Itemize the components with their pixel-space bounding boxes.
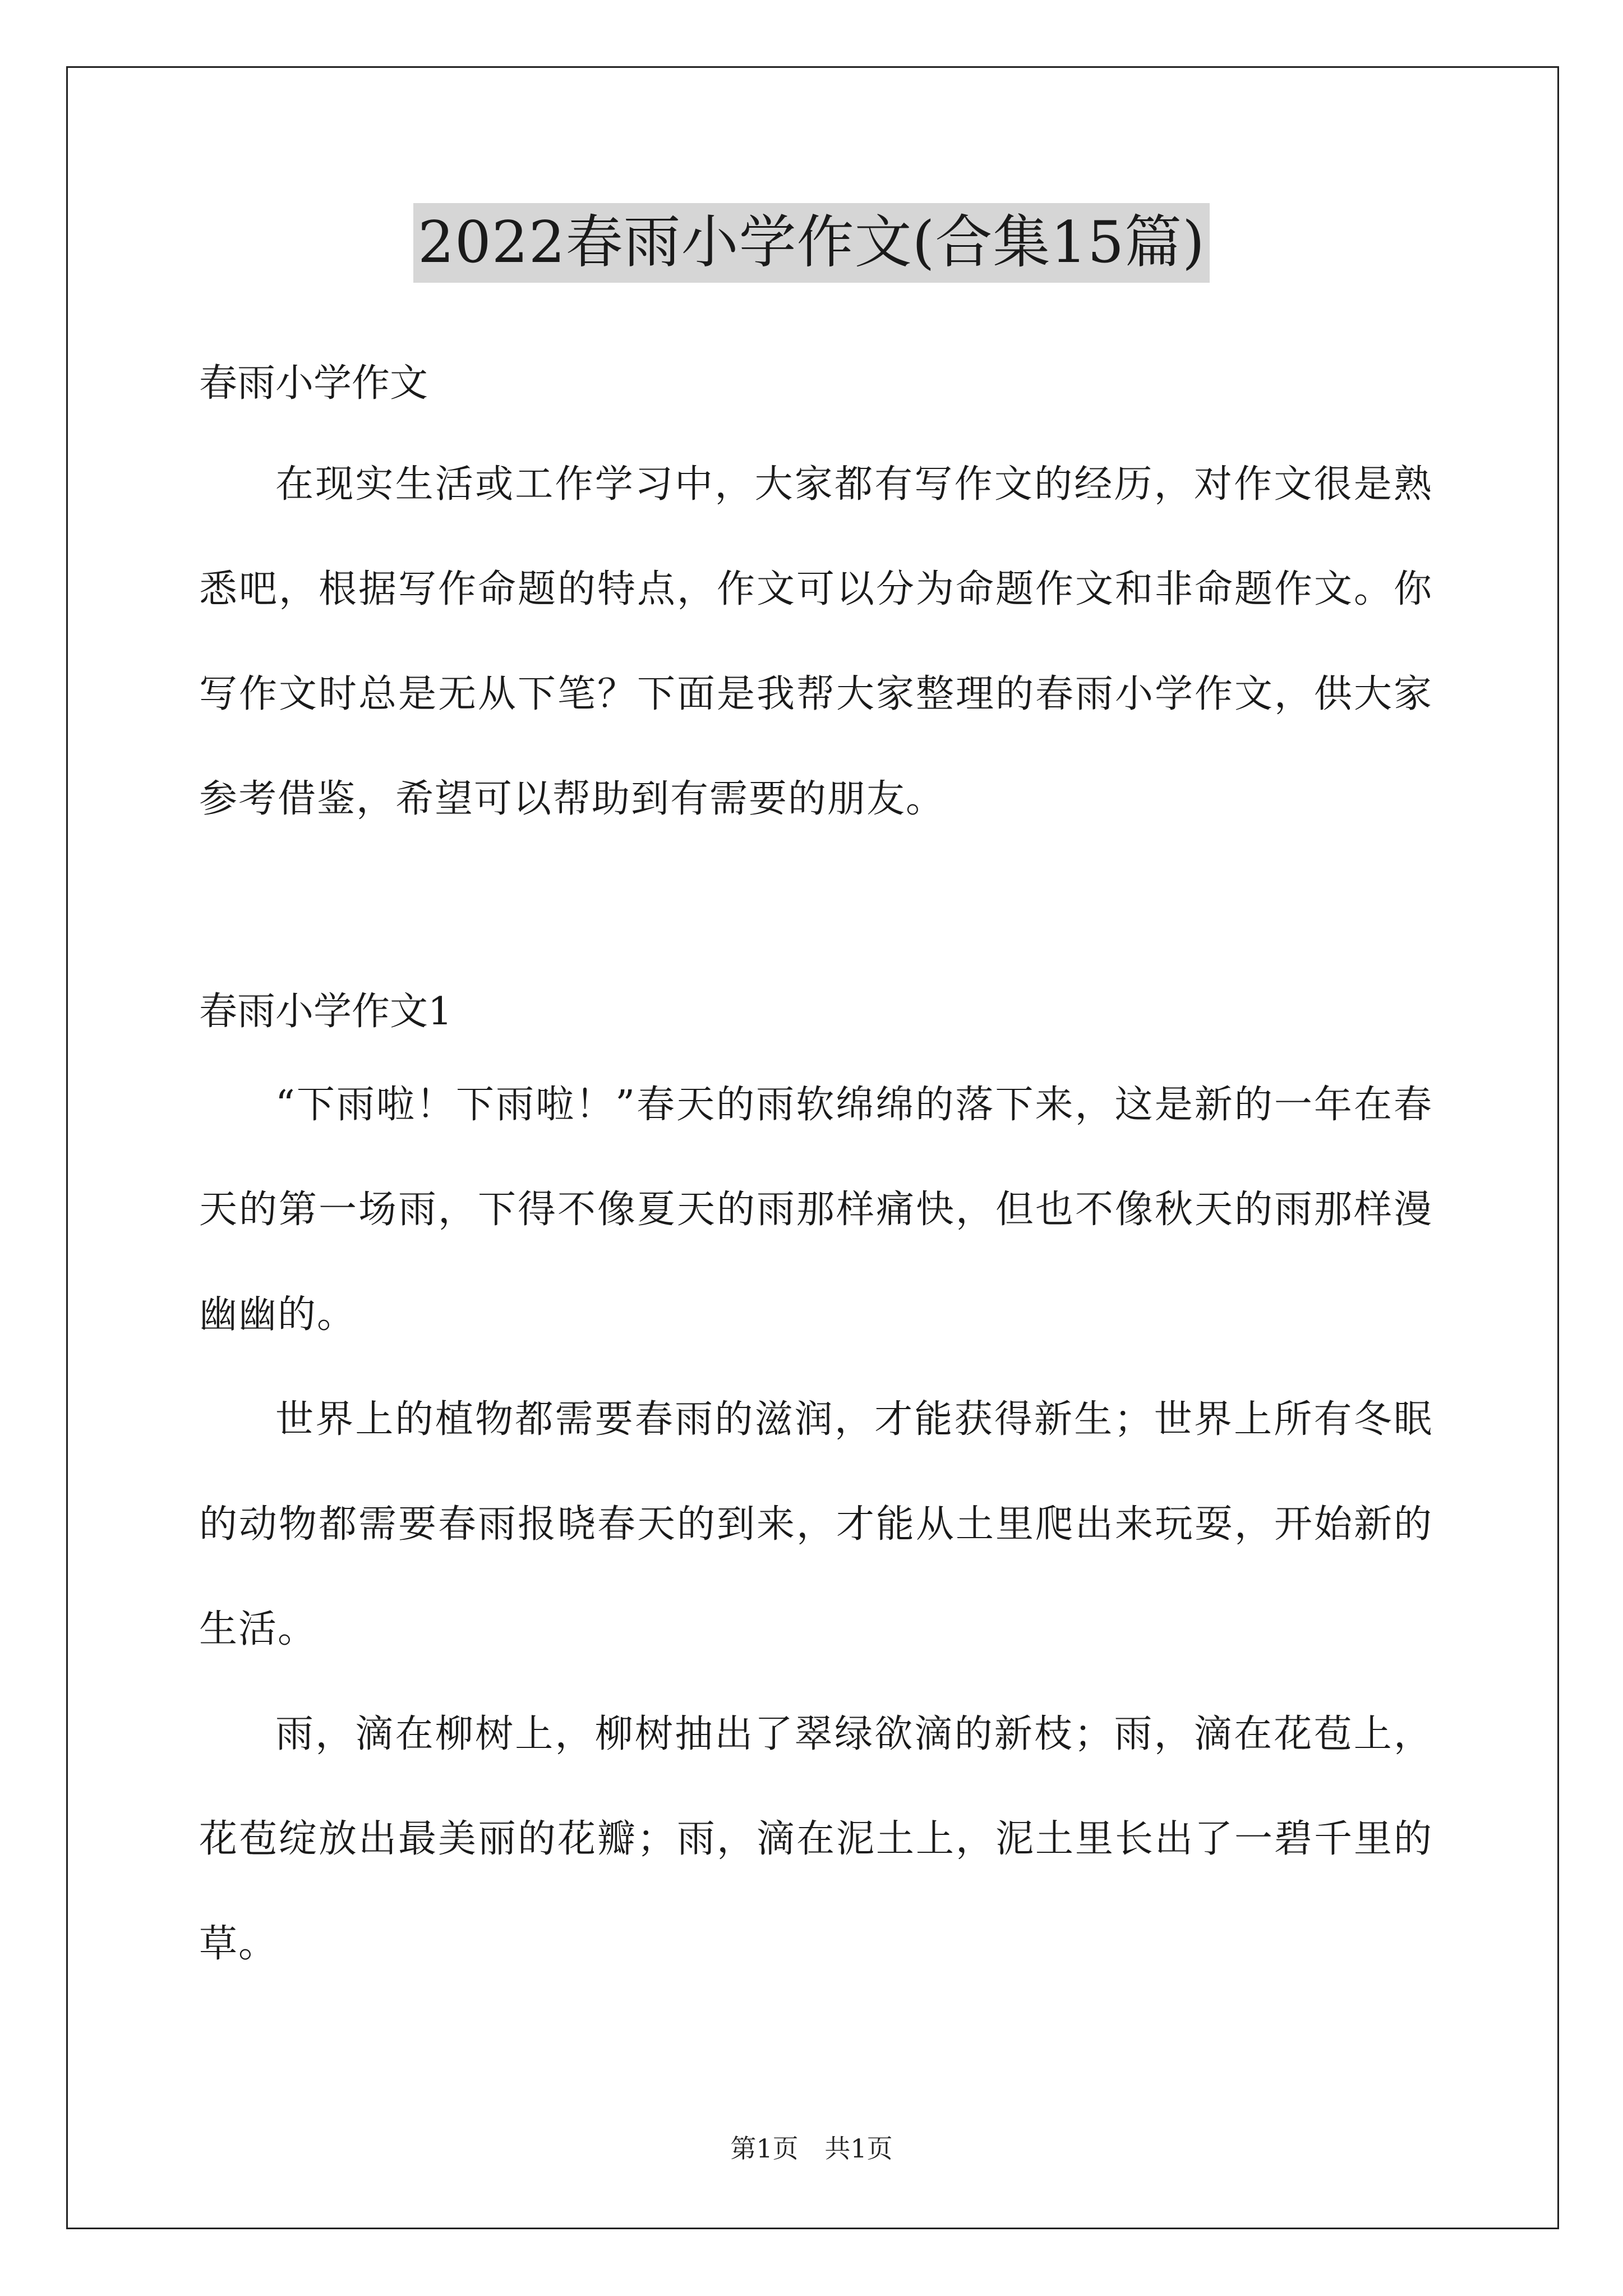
intro-paragraph: 在现实生活或工作学习中，大家都有写作文的经历，对作文很是熟悉吧，根据写作命题的特点，作文可以分为命题作文和非命题作文。你写作文时总是无从下笔？下面是我帮大家整理的春雨小学作文，供大家参考借鉴，希望可以帮助到有需要的朋友。 <box>199 462 1433 821</box>
section-heading: 春雨小学作文1 <box>199 990 453 1034</box>
body-paragraph: 雨，滴在柳树上，柳树抽出了翠绿欲滴的新枝；雨，滴在花苞上，花苞绽放出最美丽的花瓣；雨，滴在泥土上，泥土里长出了一碧千里的草。 <box>199 1712 1433 1966</box>
document-body <box>199 309 1433 1996</box>
page-number: 第1页 <box>730 2133 799 2164</box>
page-footer <box>0 2132 1623 2165</box>
title-container <box>0 203 1623 283</box>
section-heading: 春雨小学作文 <box>199 361 428 406</box>
document-title: 2022春雨小学作文(合集15篇) <box>413 203 1210 283</box>
page-total: 共1页 <box>824 2133 893 2164</box>
body-paragraph: “下雨啦！下雨啦！”春天的雨软绵绵的落下来，这是新的一年在春天的第一场雨，下得不像夏天的雨那样痛快，但也不像秋天的雨那样漫幽幽的。 <box>199 1083 1433 1337</box>
body-paragraph: 世界上的植物都需要春雨的滋润，才能获得新生；世界上所有冬眠的动物都需要春雨报晓春天的到来，才能从土里爬出来玩耍，开始新的生活。 <box>199 1397 1433 1651</box>
